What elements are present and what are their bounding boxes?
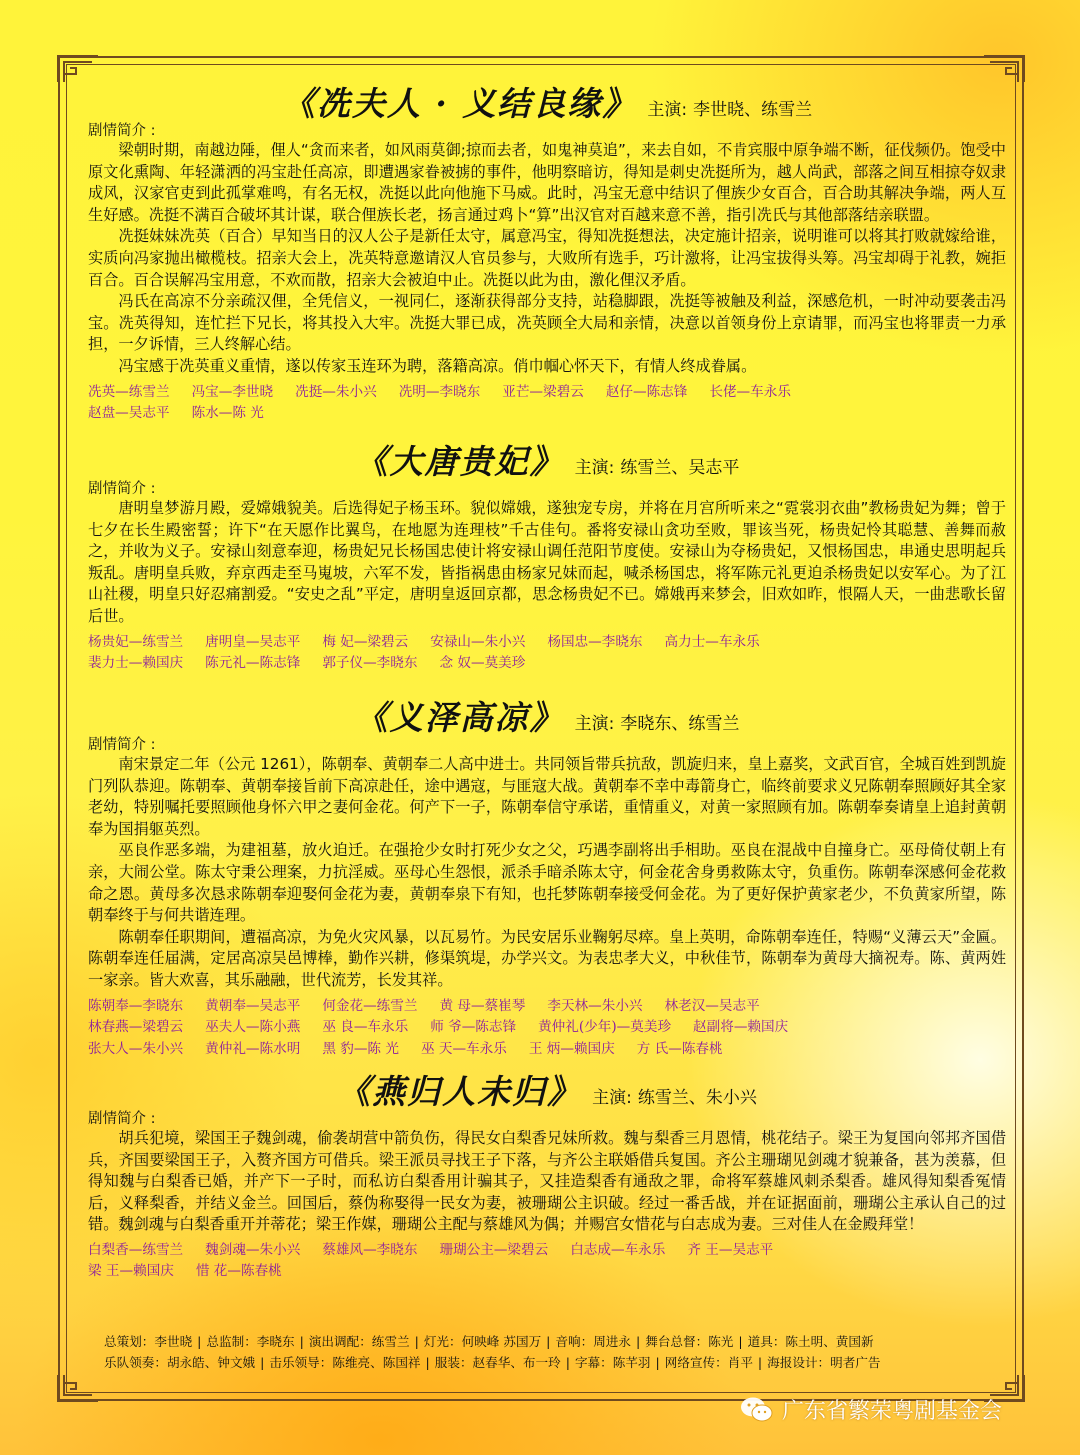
wechat-icon	[740, 1396, 774, 1424]
cast-entry: 长佬—车永乐	[709, 383, 791, 400]
credit-item: 总监制：李晓东	[206, 1334, 295, 1349]
cast-entry: 黄朝奉—吴志平	[205, 997, 301, 1014]
cast-entry: 赵盘—吴志平	[88, 405, 170, 422]
wechat-watermark	[740, 1394, 1002, 1425]
synopsis-paragraph: 唐明皇梦游月殿，爱嫦娥貌美。后选得妃子杨玉环。貌似嫦娥，遂独宠专房，并将在月宫所听来之“霓裳羽衣曲”教杨贵妃为舞；曾于七夕在长生殿密誓；许下“在天愿作比翼鸟，在地愿为连理枝”千古佳句。番将安禄山贪功至败，罪该当死，杨贵妃怜其聪慧、善舞而赦之，并收为义子。安禄山刻意奉迎，杨贵妃兄长杨国忠使计将安禄山调任范阳节度使。安禄山为夺杨贵妃，又恨杨国忠，串通史思明起兵叛乱。唐明皇兵败，弃京西走至马嵬坡，六军不发，皆指祸患由杨家兄妹而起，喊杀杨国忠，将军陈元礼更迫杀杨贵妃以安军心。为了江山社稷，明皇只好忍痛割爱。“安史之乱”平定，唐明皇返回京都，思念杨贵妃不已。嫦娥再来梦会，旧欢如昨，恨隔人天，一曲悲歌长留后世。	[88, 499, 1006, 625]
leads-names: 练雪兰、吴志平	[620, 458, 740, 478]
cast-entry: 杨国忠—李晓东	[547, 633, 643, 650]
play-title-row	[88, 692, 1006, 737]
cast-entry: 珊瑚公主—梁碧云	[439, 1241, 549, 1258]
credits-line: 乐队领奏：胡永皓、钟文娥 | 击乐领导：陈维亮、陈国祥 | 服装：赵春华、布一玲 | 字幕：陈芊羽 | 网络宣传：肖平 | 海报设计：明者广告	[104, 1355, 881, 1370]
play-title-row	[88, 436, 1006, 481]
cast-entry: 赵副将—赖国庆	[693, 1019, 789, 1036]
cast-entry: 白梨香—练雪兰	[88, 1241, 184, 1258]
cast-entry: 陈元礼—陈志锋	[205, 655, 301, 672]
synopsis-paragraph: 陈朝奉任职期间，遭福高凉，为免火灾风暴，以瓦易竹。为民安居乐业鞠躬尽瘁。皇上英明，命陈朝奉连任，特赐“义薄云天”金匾。陈朝奉连任届满，定居高凉吴邑博棒，勤作兴耕，修渠筑堤，办学兴文。为表忠孝大义，中秋佳节，陈朝奉为黄母大摘祝寿。陈、黄两姓一家亲。皆大欢喜，其乐融融，世代流芳，长发其祥。	[88, 927, 1006, 989]
cast-entry: 蔡雄风—李晓东	[322, 1241, 418, 1258]
cast-entry: 巫 良—车永乐	[322, 1019, 409, 1036]
cast-entry: 陈朝奉—李晓东	[88, 997, 184, 1014]
synopsis-label: 剧情简介 :	[88, 1111, 156, 1127]
cast-entry: 冼英—练雪兰	[88, 383, 170, 400]
synopsis-paragraph: 梁朝时期，南越边陲，俚人“贪而来者，如风雨莫御;掠而去者，如鬼神莫追”，来去自如，不肯宾服中原争端不断，征伐频仍。饱受中原文化熏陶、年轻潇洒的冯宝赴任高凉，即遭遇家眷被掳的事件，他明察暗访，得知是刺史冼挺所为，越人尚武，部落之间互相掠夺奴隶成风，汉家官吏到此孤掌难鸣，有名无权，冼挺以此向他施下马威。此时，冯宝无意中结识了俚族少女百合，百合助其解决争端，两人互生好感。冼挺不满百合破坏其计谋，联合俚族长老，扬言通过鸡卜“算”出汉官对百越来意不善，指引冼氏与其他部落结亲联盟。	[88, 141, 1006, 224]
play-title: 《大唐贵妃》	[354, 442, 565, 481]
cast-entry: 裴力士—赖国庆	[88, 655, 184, 672]
cast-entry: 高力士—车永乐	[664, 633, 760, 650]
cast-entry: 林老汉—吴志平	[664, 997, 760, 1014]
cast-entry: 杨贵妃—练雪兰	[88, 633, 184, 650]
credit-item: 舞台总督：陈光	[645, 1334, 734, 1349]
play-section	[88, 692, 1006, 1066]
synopsis-paragraph: 冯宝感于冼英重义重情，遂以传家玉连环为聘，落籍高凉。俏巾帼心怀天下，有情人终成眷属。	[118, 356, 757, 375]
credit-item: 演出调配：练雪兰	[308, 1334, 410, 1349]
watermark-text: 广东省繁荣粤剧基金会	[782, 1399, 1003, 1424]
cast-list	[88, 1240, 1006, 1283]
cast-entry: 郭子仪—李晓东	[322, 655, 418, 672]
cast-entry: 梅 妃—梁碧云	[322, 633, 409, 650]
synopsis-paragraph: 巫良作恶多端，为建祖墓，放火迫迁。在强抢少女时打死少女之父，巧遇李副将出手相助。巫良在混战中自撞身亡。巫母倚仗朝上有亲，大闹公堂。陈太守秉公理案，力抗淫威。巫母心生怨恨，派杀手暗杀陈太守，何金花舍身勇救陈太守，负重伤。陈朝奉深感何金花救命之恩。黄母多次恳求陈朝奉迎娶何金花为妻，黄朝奉泉下有知，也托梦陈朝奉接受何金花。为了更好保护黄家老少，不负黄家所望，陈朝奉终于与何共谐连理。	[88, 841, 1006, 925]
cast-entry: 齐 王—吴志平	[687, 1241, 774, 1258]
credit-item: 乐队领奏：胡永皓、钟文娥	[104, 1355, 256, 1370]
cast-entry: 巫 天—车永乐	[420, 1040, 507, 1057]
cast-entry: 黄仲礼—陈水明	[205, 1040, 301, 1057]
cast-entry: 何金花—练雪兰	[322, 997, 418, 1014]
cast-entry: 黄 母—蔡崔琴	[439, 997, 526, 1014]
synopsis-paragraph: 胡兵犯境，梁国王子魏剑魂，偷袭胡营中箭负伤，得民女白梨香兄妹所救。魏与梨香三月恩情，桃花结子。梁王为复国向邻邦齐国借兵，齐国要梁国王子，入赘齐国方可借兵。梁王派员寻找王子下落，与齐公主联婚借兵复国。齐公主珊瑚见剑魂才貌兼备，甚为羡慕，但得知魏与白梨香已婚，并产下一子时，而私访白梨香用计骗其子，又挂造梨香有通敌之罪，命将军蔡雄风刺杀梨香。雄风得知梨香冤情后，义释梨香，并结义金兰。回国后，蔡伪称娶得一民女为妻，被珊瑚公主识破。经过一番舌战，并在证据面前，珊瑚公主承认自己的过错。魏剑魂与白梨香重开并蒂花；梁王作媒，珊瑚公主配与蔡雄风为偶；并赐宫女惜花与白志成为妻。三对佳人在金殿拜堂！	[88, 1129, 1006, 1234]
play-section	[88, 1066, 1006, 1283]
cast-entry: 师 爷—陈志锋	[430, 1019, 517, 1036]
leads-names: 李世晓、练雪兰	[693, 100, 813, 120]
credit-item: 音响：周进永	[555, 1334, 631, 1349]
play-title-row	[88, 78, 1006, 123]
production-credits	[104, 1331, 994, 1373]
leads-names: 练雪兰、朱小兴	[637, 1088, 757, 1108]
credit-item: 总策划：李世晓	[104, 1334, 193, 1349]
cast-entry: 唐明皇—吴志平	[205, 633, 301, 650]
cast-entry: 冼明—李晓东	[398, 383, 481, 400]
credit-item: 字幕：陈芊羽	[574, 1355, 651, 1370]
credit-item: 道具：陈土明、黄国新	[747, 1334, 874, 1349]
leads-names: 李晓东、练雪兰	[620, 714, 740, 734]
credit-item: 灯光：何映峰 苏国万	[423, 1334, 542, 1349]
play-title: 《义泽高凉》	[354, 698, 565, 737]
synopsis-paragraph: 冯氏在高凉不分亲疏汉俚，全凭信义，一视同仁，逐渐获得部分支持，站稳脚跟，冼挺等被触及利益，深感危机，一时冲动要袭击冯宝。冼英得知，连忙拦下兄长，将其投入大牢。冼挺大罪已成，冼英顾全大局和亲情，决意以首领身份上京请罪，而冯宝也将罪责一力承担，一夕诉情，三人终解心结。	[88, 292, 1006, 354]
cast-entry: 亚芒—梁碧云	[502, 383, 584, 400]
cast-list	[88, 382, 1006, 425]
cast-list	[88, 996, 1006, 1061]
synopsis-paragraph: 冼挺妹妹冼英（百合）早知当日的汉人公子是新任太守，属意冯宝，得知冼挺想法，决定施计招亲，说明谁可以将其打败就嫁给谁，实质向冯家抛出橄榄枝。招亲大会上，冼英特意邀请汉人官员参与，大败所有选手，巧计激将，让冯宝拔得头筹。冯宝却碍于礼教，婉拒百合。百合误解冯宝用意，不欢而散，招亲大会被迫中止。冼挺以此为由，激化俚汉矛盾。	[88, 227, 1006, 289]
cast-entry: 惜 花—陈春桃	[195, 1263, 282, 1280]
leads-label: 主演:	[574, 458, 615, 478]
cast-entry: 冯宝—李世晓	[191, 383, 274, 400]
cast-entry: 赵仔—陈志锋	[605, 383, 688, 400]
play-section	[88, 78, 1006, 436]
cast-list	[88, 632, 1006, 675]
cast-entry: 林春燕—梁碧云	[88, 1019, 184, 1036]
cast-entry: 方 氏—陈春桃	[636, 1040, 723, 1057]
credits-line: 总策划：李世晓 | 总监制：李晓东 | 演出调配：练雪兰 | 灯光：何映峰 苏国万 | 音响：周进永 | 舞台总督：陈光 | 道具：陈土明、黄国新	[104, 1334, 874, 1349]
cast-entry: 冼挺—朱小兴	[295, 383, 377, 400]
cast-entry: 安禄山—朱小兴	[430, 633, 526, 650]
cast-entry: 魏剑魂—朱小兴	[205, 1241, 301, 1258]
cast-entry: 李天林—朱小兴	[547, 997, 643, 1014]
credit-item: 海报设计：明者广告	[767, 1355, 881, 1370]
corner-ornament-icon	[56, 1373, 100, 1403]
leads-label: 主演:	[647, 100, 688, 120]
synopsis-paragraph: 南宋景定二年（公元 1261），陈朝奉、黄朝奉二人高中进士。共同领旨带兵抗敌，凯旋归来，皇上嘉奖，文武百官，全城百姓到凯旋门列队恭迎。陈朝奉、黄朝奉接旨前下高凉赴任，途中遇寇，与匪寇大战。黄朝奉不幸中毒箭身亡，临终前要求义兄陈朝奉照顾好其全家老幼，特别嘱托要照顾他身怀六甲之妻何金花。何产下一子，陈朝奉信守承诺，重情重义，对黄一家照顾有加。陈朝奉奏请皇上追封黄朝奉为国捐躯英烈。	[88, 755, 1006, 838]
cast-entry: 陈水—陈 光	[191, 405, 264, 422]
cast-entry: 黄仲礼(少年)—莫美珍	[538, 1019, 672, 1036]
leads-label: 主演:	[574, 714, 615, 734]
cast-entry: 念 奴—莫美珍	[439, 655, 526, 672]
synopsis-label: 剧情简介 :	[88, 123, 156, 139]
play-title-row	[88, 1066, 1006, 1111]
cast-entry: 梁 王—赖国庆	[88, 1263, 174, 1280]
cast-entry: 白志成—车永乐	[570, 1241, 666, 1258]
cast-entry: 张大人—朱小兴	[88, 1040, 184, 1057]
cast-entry: 巫夫人—陈小燕	[205, 1019, 301, 1036]
play-title: 《燕归人未归》	[337, 1072, 583, 1111]
leads-label: 主演:	[592, 1088, 632, 1108]
synopsis-label: 剧情简介 :	[88, 737, 156, 753]
program-content	[88, 78, 1006, 1283]
play-title: 《冼夫人 · 义结良缘》	[281, 84, 638, 123]
cast-entry: 黑 豹—陈 光	[322, 1040, 399, 1057]
play-section	[88, 436, 1006, 692]
credit-item: 网络宣传：肖平	[664, 1355, 753, 1370]
credit-item: 击乐领导：陈维亮、陈国祥	[269, 1355, 421, 1370]
cast-entry: 王 炳—赖国庆	[528, 1040, 615, 1057]
credit-item: 服装：赵春华、布一玲	[434, 1355, 561, 1370]
synopsis-label: 剧情简介 :	[88, 481, 156, 497]
